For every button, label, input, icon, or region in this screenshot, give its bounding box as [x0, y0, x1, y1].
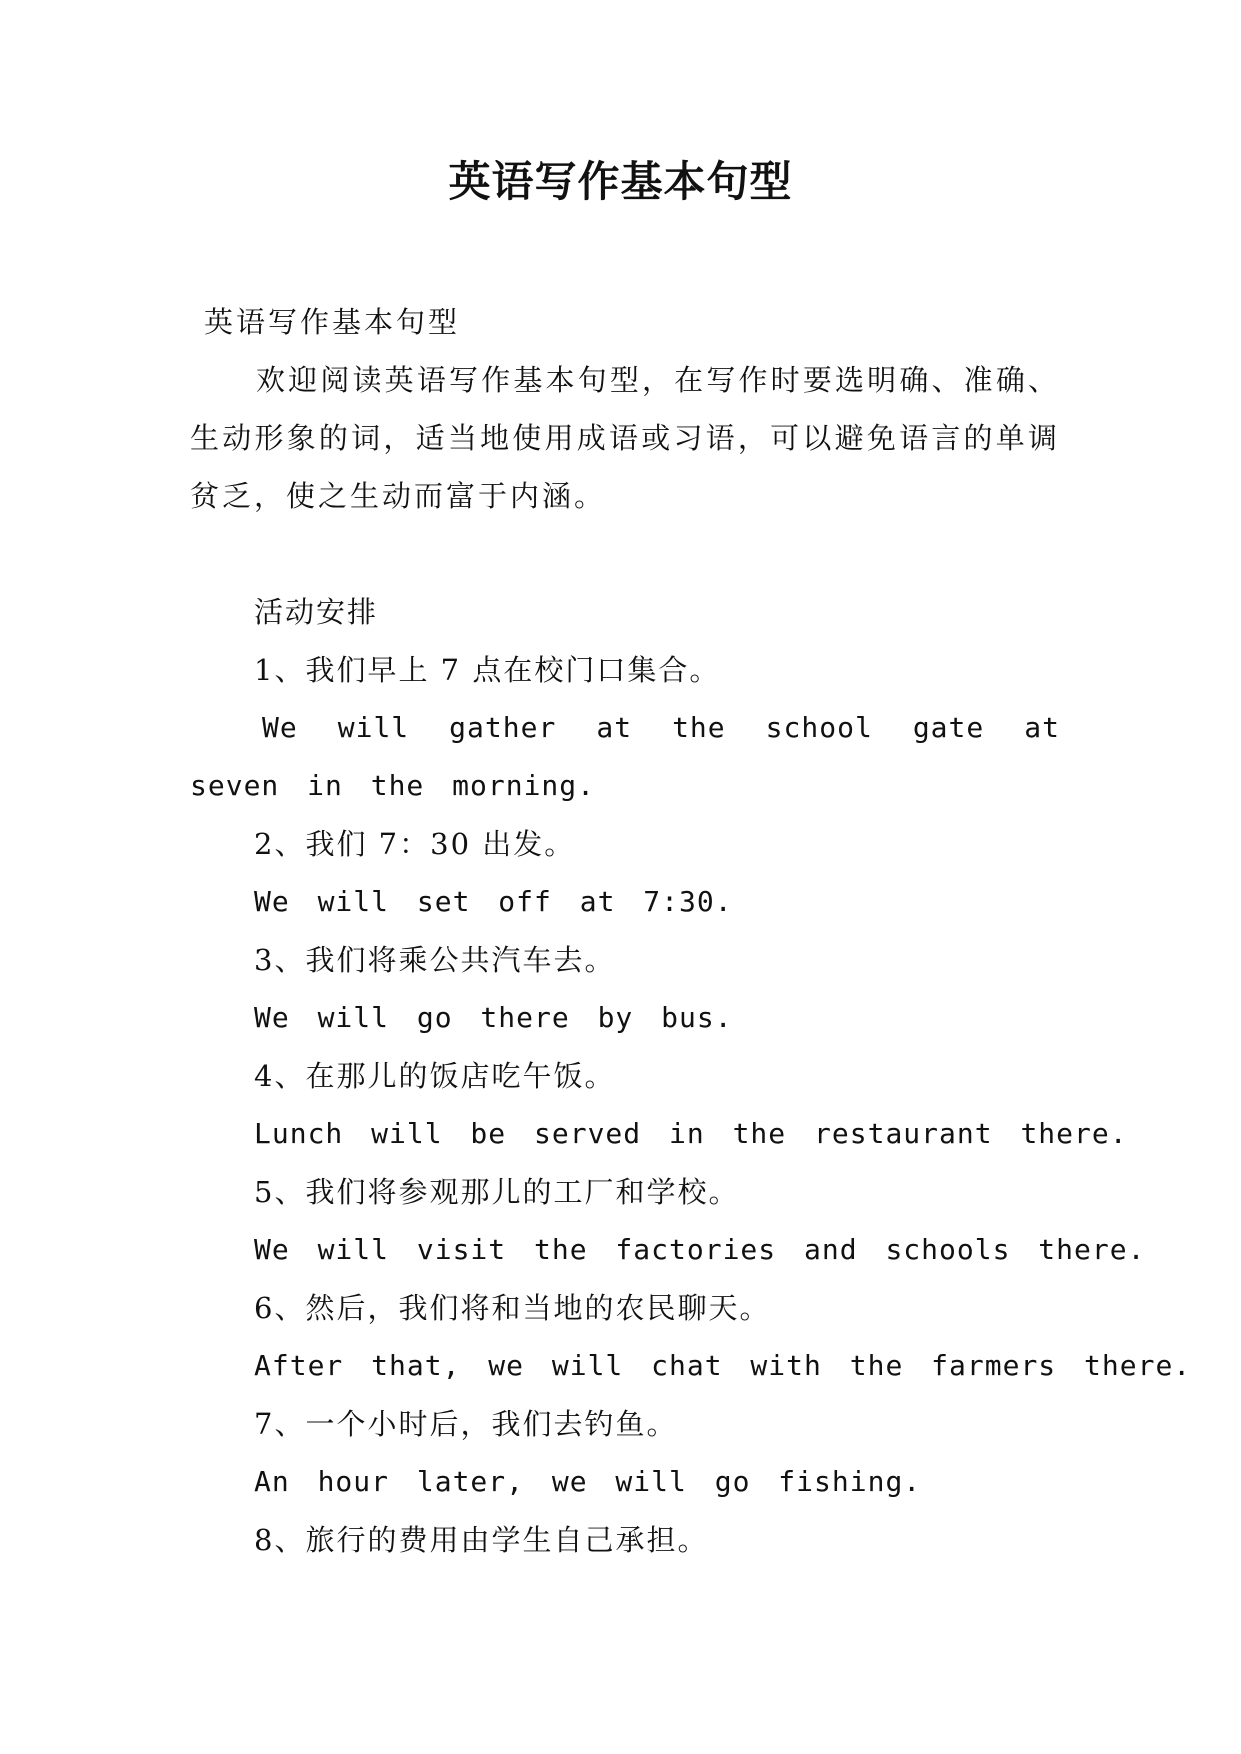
document-body: [190, 293, 1192, 1569]
intro-paragraph: 欢迎阅读英语写作基本句型，在写作时要选明确、准确、生动形象的词，适当地使用成语或习语，可以避免语言的单调贫乏，使之生动而富于内涵。: [190, 363, 1060, 513]
item-5-chinese: 5、我们将参观那儿的工厂和学校。: [254, 1175, 740, 1209]
item-1-english: We will gather at the school gate at seven in the morning.: [190, 711, 1060, 802]
item-7-chinese: 7、一个小时后，我们去钓鱼。: [254, 1407, 678, 1441]
section-heading: 活动安排: [254, 595, 379, 629]
item-2-english: We will set off at 7:30.: [254, 885, 733, 918]
item-3-chinese: 3、我们将乘公共汽车去。: [254, 943, 616, 977]
item-2-chinese: 2、我们 7：30 出发。: [254, 827, 576, 861]
document-subtitle: 英语写作基本句型: [204, 305, 461, 339]
document-title: 英语写作基本句型: [448, 157, 793, 206]
item-4-chinese: 4、在那儿的饭店吃午饭。: [254, 1059, 616, 1093]
item-6-english: After that, we will chat with the farmers there.: [254, 1349, 1192, 1382]
paragraph-spacer: [190, 525, 1060, 583]
item-7-english: An hour later, we will go fishing.: [254, 1465, 922, 1498]
item-5-english: We will visit the factories and schools there.: [254, 1233, 1146, 1266]
item-8-chinese: 8、旅行的费用由学生自己承担。: [254, 1523, 709, 1557]
item-1-chinese: 1、我们早上 7 点在校门口集合。: [254, 653, 721, 687]
item-3-english: We will go there by bus.: [254, 1001, 733, 1034]
item-4-english: Lunch will be served in the restaurant there.: [254, 1117, 1128, 1150]
item-6-chinese: 6、然后，我们将和当地的农民聊天。: [254, 1291, 771, 1325]
